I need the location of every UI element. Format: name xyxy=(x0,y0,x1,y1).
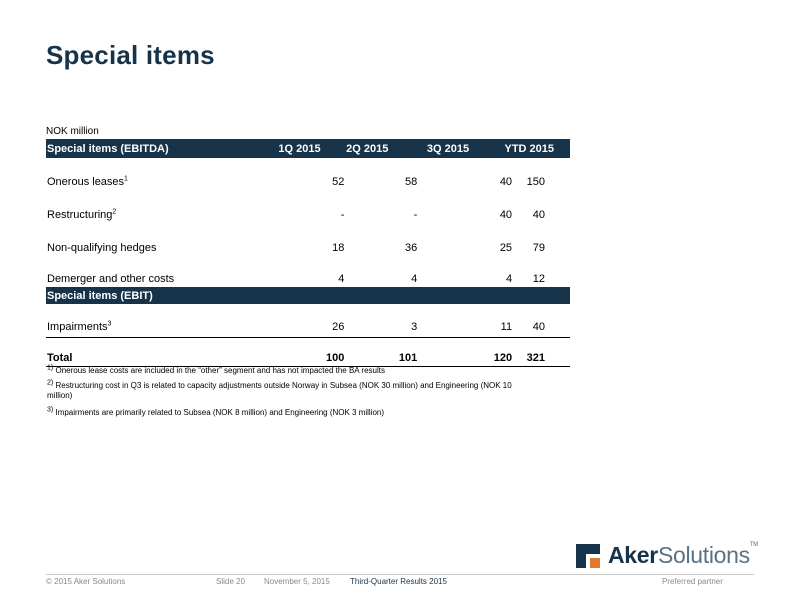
col-header: 3Q 2015 xyxy=(426,142,470,155)
cell: 25 xyxy=(499,242,513,254)
cell: 12 xyxy=(532,273,545,285)
footer-event: Third-Quarter Results 2015 xyxy=(350,577,447,586)
footnote-ref: 1 xyxy=(124,175,128,183)
footnote xyxy=(47,366,527,376)
table-row xyxy=(46,304,570,335)
cell: 26 xyxy=(332,321,345,333)
footnote xyxy=(47,381,527,401)
table-total-row xyxy=(46,337,570,367)
cell: 58 xyxy=(404,176,418,188)
table-header-ebit xyxy=(46,287,570,304)
aker-solutions-logo xyxy=(576,542,758,569)
cell: 40 xyxy=(532,209,545,221)
row-label: Restructuring xyxy=(47,209,113,221)
cell: 40 xyxy=(499,209,513,221)
cell: - xyxy=(413,209,418,221)
cell: 120 xyxy=(493,352,513,364)
cell: 100 xyxy=(326,352,345,364)
cell: 321 xyxy=(526,352,545,364)
cell: 150 xyxy=(526,176,545,188)
row-label: Onerous leases xyxy=(47,176,125,188)
row-label: Non-qualifying hedges xyxy=(47,242,157,254)
table-row xyxy=(46,190,570,223)
cell: 79 xyxy=(532,242,545,254)
page-title: Special items xyxy=(46,40,215,70)
cell: 11 xyxy=(500,321,513,333)
unit-label: NOK million xyxy=(46,126,99,137)
cell: - xyxy=(340,209,345,221)
table-row xyxy=(46,160,570,190)
cell: 18 xyxy=(332,242,345,254)
cell: 40 xyxy=(499,176,513,188)
footnote-ref: 3 xyxy=(107,320,112,328)
row-label: Impairments xyxy=(47,321,108,333)
table-header-ebitda xyxy=(46,139,570,158)
cell: 101 xyxy=(398,352,418,364)
cell: 4 xyxy=(505,273,513,285)
footnote-text: Restructuring cost in Q3 is related to capacity adjustments outside Norway in Subsea (NOK 30 million) and Engineering (NOK 10 million) xyxy=(47,381,512,400)
footnote-marker: 3) xyxy=(47,406,54,414)
cell: 36 xyxy=(404,242,418,254)
col-header: 1Q 2015 xyxy=(278,142,321,155)
footnote-text: Impairments are primarily related to Subsea (NOK 8 million) and Engineering (NOK 3 million) xyxy=(55,408,385,417)
row-label: Total xyxy=(47,352,73,364)
footer-divider xyxy=(46,574,754,575)
row-label: Demerger and other costs xyxy=(47,273,175,285)
footer-copyright: © 2015 Aker Solutions xyxy=(46,577,126,586)
table-row xyxy=(46,256,570,287)
footer-tagline: Preferred partner xyxy=(662,577,723,586)
special-items-table xyxy=(46,139,570,367)
header-label: Special items (EBIT) xyxy=(47,289,153,302)
header-label: Special items (EBITDA) xyxy=(47,142,169,155)
footer-date: November 5, 2015 xyxy=(264,577,330,586)
footnote-marker: 1) xyxy=(47,364,54,372)
table-row xyxy=(46,223,570,256)
footnotes xyxy=(47,366,527,423)
col-header: 2Q 2015 xyxy=(346,142,389,155)
footer-slide-number: Slide 20 xyxy=(216,577,245,586)
footnote-ref: 2 xyxy=(112,208,117,216)
cell: 40 xyxy=(532,321,545,333)
footnote-text: Onerous lease costs are included in the “other” segment and has not impacted the BA results xyxy=(55,366,385,375)
footnote-marker: 2) xyxy=(47,379,54,387)
logo-text: AkerSolutions™ xyxy=(608,542,758,568)
cell: 3 xyxy=(411,321,418,333)
cell: 52 xyxy=(332,176,345,188)
col-header: YTD 2015 xyxy=(504,142,555,155)
logo-mark-icon xyxy=(576,544,600,568)
footnote xyxy=(47,408,527,418)
cell: 4 xyxy=(338,273,345,285)
cell: 4 xyxy=(411,273,418,285)
